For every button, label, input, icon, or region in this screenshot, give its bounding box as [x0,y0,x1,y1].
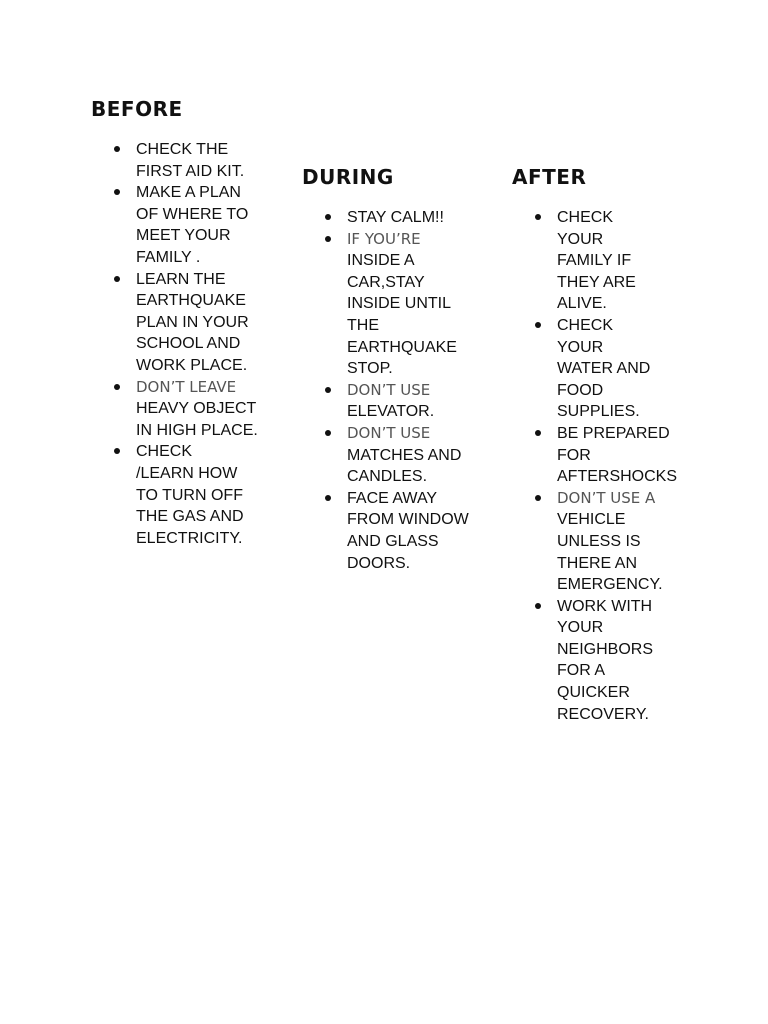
list-item [91,377,260,442]
list-item [91,269,252,377]
list-item [512,596,657,726]
item-text: STAY CALM!! [347,209,444,226]
during-list [302,207,502,574]
bullet-icon [535,322,541,328]
after-column [512,164,732,725]
item-text: CHECK YOUR WATER AND FOOD SUPPLIES. [557,316,651,421]
list-item [91,182,252,268]
list-item [512,315,663,423]
list-item [91,139,254,182]
list-item [302,488,473,574]
item-text: ELEVATOR. [347,403,435,421]
bullet-icon [114,146,120,152]
item-lead-text: DON’T USE [347,380,431,399]
item-text: CHECK THE FIRST AID KIT. [136,141,245,180]
item-text: LEARN THE EARTHQUAKE PLAN IN YOUR SCHOOL AND WORK PLACE. [136,270,249,374]
list-item [91,441,254,549]
item-lead-text: IF YOU’RE [347,229,421,248]
item-text: CHECK /LEARN HOW TO TURN OFF THE GAS AND ELECTRICITY. [136,443,244,547]
item-text: MAKE A PLAN OF WHERE TO MEET YOUR FAMILY . [136,184,249,266]
bullet-icon [325,495,331,501]
list-item [512,488,667,596]
during-heading: DURING [302,165,394,189]
bullet-icon [114,448,120,454]
item-lead-text: DON’T USE A [557,488,656,507]
list-item [302,207,477,229]
bullet-icon [535,495,541,501]
before-list [91,139,291,549]
bullet-icon [114,384,120,390]
bullet-icon [535,603,541,609]
item-text: WORK WITH YOUR NEIGHBORS FOR A QUICKER RECOVERY. [557,597,654,723]
bullet-icon [114,189,120,195]
item-lead-text: DON’T USE [347,423,431,442]
bullet-icon [325,236,331,242]
item-lead-text: DON’T LEAVE [136,377,237,396]
after-heading: AFTER [512,165,587,189]
list-item [512,207,663,315]
item-text: BE PREPARED FOR AFTERSHOCKS [557,424,678,486]
bullet-icon [114,276,120,282]
after-list [512,207,732,725]
bullet-icon [325,430,331,436]
during-column [302,164,502,574]
list-item [512,423,685,488]
list-item [302,423,471,488]
bullet-icon [325,387,331,393]
before-heading: BEFORE [91,97,183,121]
item-text: CHECK YOUR FAMILY IF THEY ARE ALIVE. [557,209,636,313]
list-item [302,380,471,423]
item-text: HEAVY OBJECT IN HIGH PLACE. [136,400,258,439]
list-item [302,229,463,380]
bullet-icon [325,214,331,220]
bullet-icon [535,214,541,220]
item-text: INSIDE A CAR,STAY INSIDE UNTIL THE EARTHQUAKE STOP. [347,252,457,378]
before-column [91,96,291,549]
item-text: MATCHES AND CANDLES. [347,446,462,486]
item-text: VEHICLE UNLESS IS THERE AN EMERGENCY. [557,511,663,594]
bullet-icon [535,430,541,436]
item-text: FACE AWAY FROM WINDOW AND GLASS DOORS. [347,489,469,572]
